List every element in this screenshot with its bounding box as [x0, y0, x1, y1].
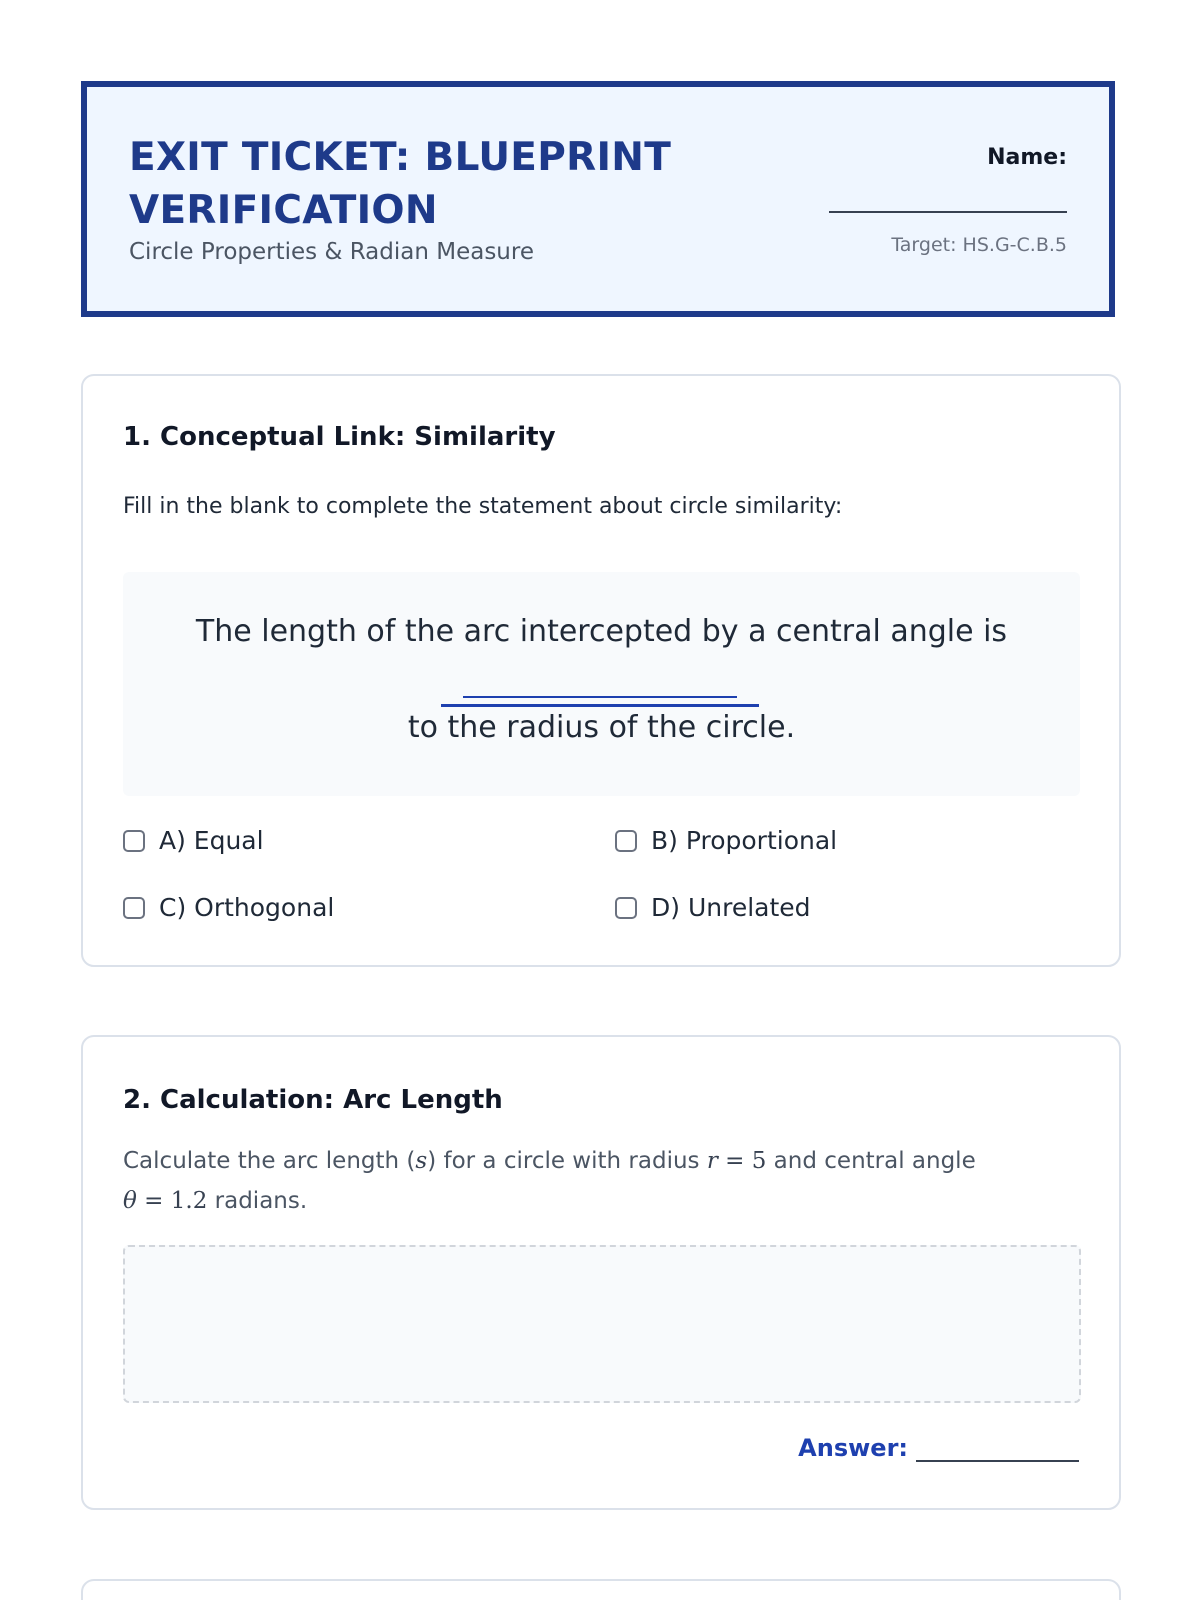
prompt-text-4: radians. [207, 1188, 308, 1214]
math-radius: r = 5 [706, 1148, 767, 1174]
question-1-heading: 1. Conceptual Link: Similarity [123, 422, 556, 452]
option-a-label: A) Equal [159, 826, 264, 855]
option-d-label: D) Unrelated [651, 893, 811, 922]
option-d-checkbox[interactable] [615, 897, 637, 919]
page-title: EXIT TICKET: BLUEPRINT VERIFICATION [129, 135, 672, 233]
question-3-card [81, 1579, 1121, 1600]
option-a[interactable] [123, 826, 264, 855]
answer-blank-line[interactable] [916, 1434, 1079, 1462]
option-a-checkbox[interactable] [123, 830, 145, 852]
page-subtitle: Circle Properties & Radian Measure [129, 239, 534, 265]
fill-in-blank-underline [441, 704, 759, 707]
answer-row [798, 1434, 1079, 1462]
name-label: Name: [987, 145, 1067, 170]
option-b-label: B) Proportional [651, 826, 838, 855]
question-2-heading: 2. Calculation: Arc Length [123, 1085, 503, 1115]
work-area[interactable] [123, 1245, 1081, 1403]
name-blank-line[interactable] [829, 211, 1067, 213]
target-standard: Target: HS.G-C.B.5 [891, 234, 1067, 256]
option-c-label: C) Orthogonal [159, 893, 335, 922]
answer-label: Answer: [798, 1434, 908, 1462]
ticket-header [81, 81, 1115, 317]
option-c[interactable] [123, 893, 334, 922]
math-var-s: s [415, 1148, 428, 1174]
question-2-prompt [123, 1141, 1083, 1221]
question-1-card [81, 374, 1121, 967]
option-c-checkbox[interactable] [123, 897, 145, 919]
option-d[interactable] [615, 893, 811, 922]
prompt-text-2: ) for a circle with radius [427, 1148, 707, 1174]
statement-box [123, 572, 1080, 796]
math-theta: θ = 1.2 [123, 1188, 208, 1214]
statement-line-2: to the radius of the circle. [407, 710, 796, 745]
prompt-text-3: and central angle [766, 1148, 976, 1174]
option-b-checkbox[interactable] [615, 830, 637, 852]
prompt-text-1: Calculate the arc length ( [123, 1148, 416, 1174]
question-2-card [81, 1035, 1121, 1510]
fill-in-blank-line[interactable] [463, 696, 737, 698]
statement-line-1: The length of the arc intercepted by a central angle is [195, 614, 1008, 649]
option-b[interactable] [615, 826, 837, 855]
question-1-instruction: Fill in the blank to complete the statement about circle similarity: [123, 494, 843, 519]
